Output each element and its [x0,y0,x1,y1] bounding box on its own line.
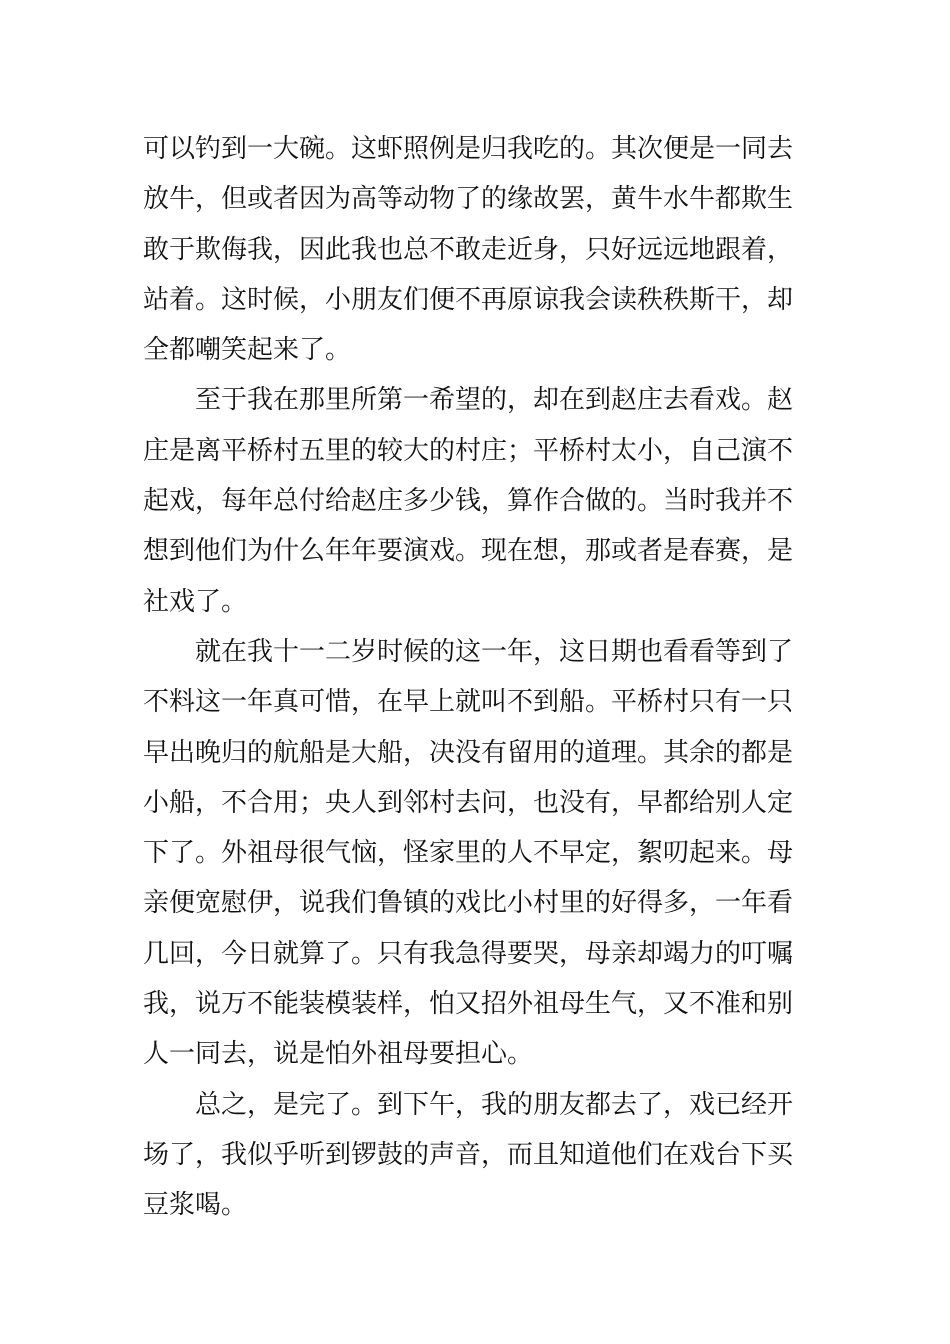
text-line: 想到他们为什么年年要演戏。现在想，那或者是春赛，是 [143,536,794,567]
text-line: 敢于欺侮我，因此我也总不敢走近身，只好远远地跟着， [143,234,794,265]
text-line: 场了，我似乎听到锣鼓的声音，而且知道他们在戏台下买 [143,1139,794,1170]
text-line: 下了。外祖母很气恼，怪家里的人不早定，絮叨起来。母 [143,838,794,869]
text-line: 我，说万不能装模装样，怕又招外祖母生气，又不准和别 [143,989,794,1020]
text-line: 社戏了。 [143,586,248,617]
text-line: 豆浆喝。 [143,1190,248,1221]
paragraph-1 [143,124,813,375]
text-line: 起戏，每年总付给赵庄多少钱，算作合做的。当时我并不 [143,486,794,517]
paragraph-4 [143,1080,813,1231]
text-line: 就在我十一二岁时候的这一年，这日期也看看等到了 [195,636,794,667]
text-line: 可以钓到一大碗。这虾照例是归我吃的。其次便是一同去 [143,134,794,164]
text-line: 小船，不合用；央人到邻村去问，也没有，早都给别人定 [143,787,794,818]
text-line: 不料这一年真可惜，在早上就叫不到船。平桥村只有一只 [143,687,794,718]
paragraph-2 [143,375,813,626]
text-line: 至于我在那里所第一希望的，却在到赵庄去看戏。赵 [195,385,794,416]
text-line: 亲便宽慰伊，说我们鲁镇的戏比小村里的好得多，一年看 [143,888,794,919]
text-line: 站着。这时候，小朋友们便不再原谅我会读秩秩斯干，却 [143,284,794,315]
text-line: 几回，今日就算了。只有我急得要哭，母亲却竭力的叮嘱 [143,938,794,969]
text-line: 放牛，但或者因为高等动物了的缘故罢，黄牛水牛都欺生 [143,184,794,215]
text-line: 总之，是完了。到下午，我的朋友都去了，戏已经开 [195,1089,794,1120]
text-line: 全都嘲笑起来了。 [143,335,352,366]
text-line: 庄是离平桥村五里的较大的村庄；平桥村太小，自己演不 [143,435,794,466]
text-line: 早出晚归的航船是大船，决没有留用的道理。其余的都是 [143,737,794,768]
body-text [143,124,813,1231]
text-line: 人一同去，说是怕外祖母要担心。 [143,1039,534,1070]
paragraph-3 [143,627,813,1080]
